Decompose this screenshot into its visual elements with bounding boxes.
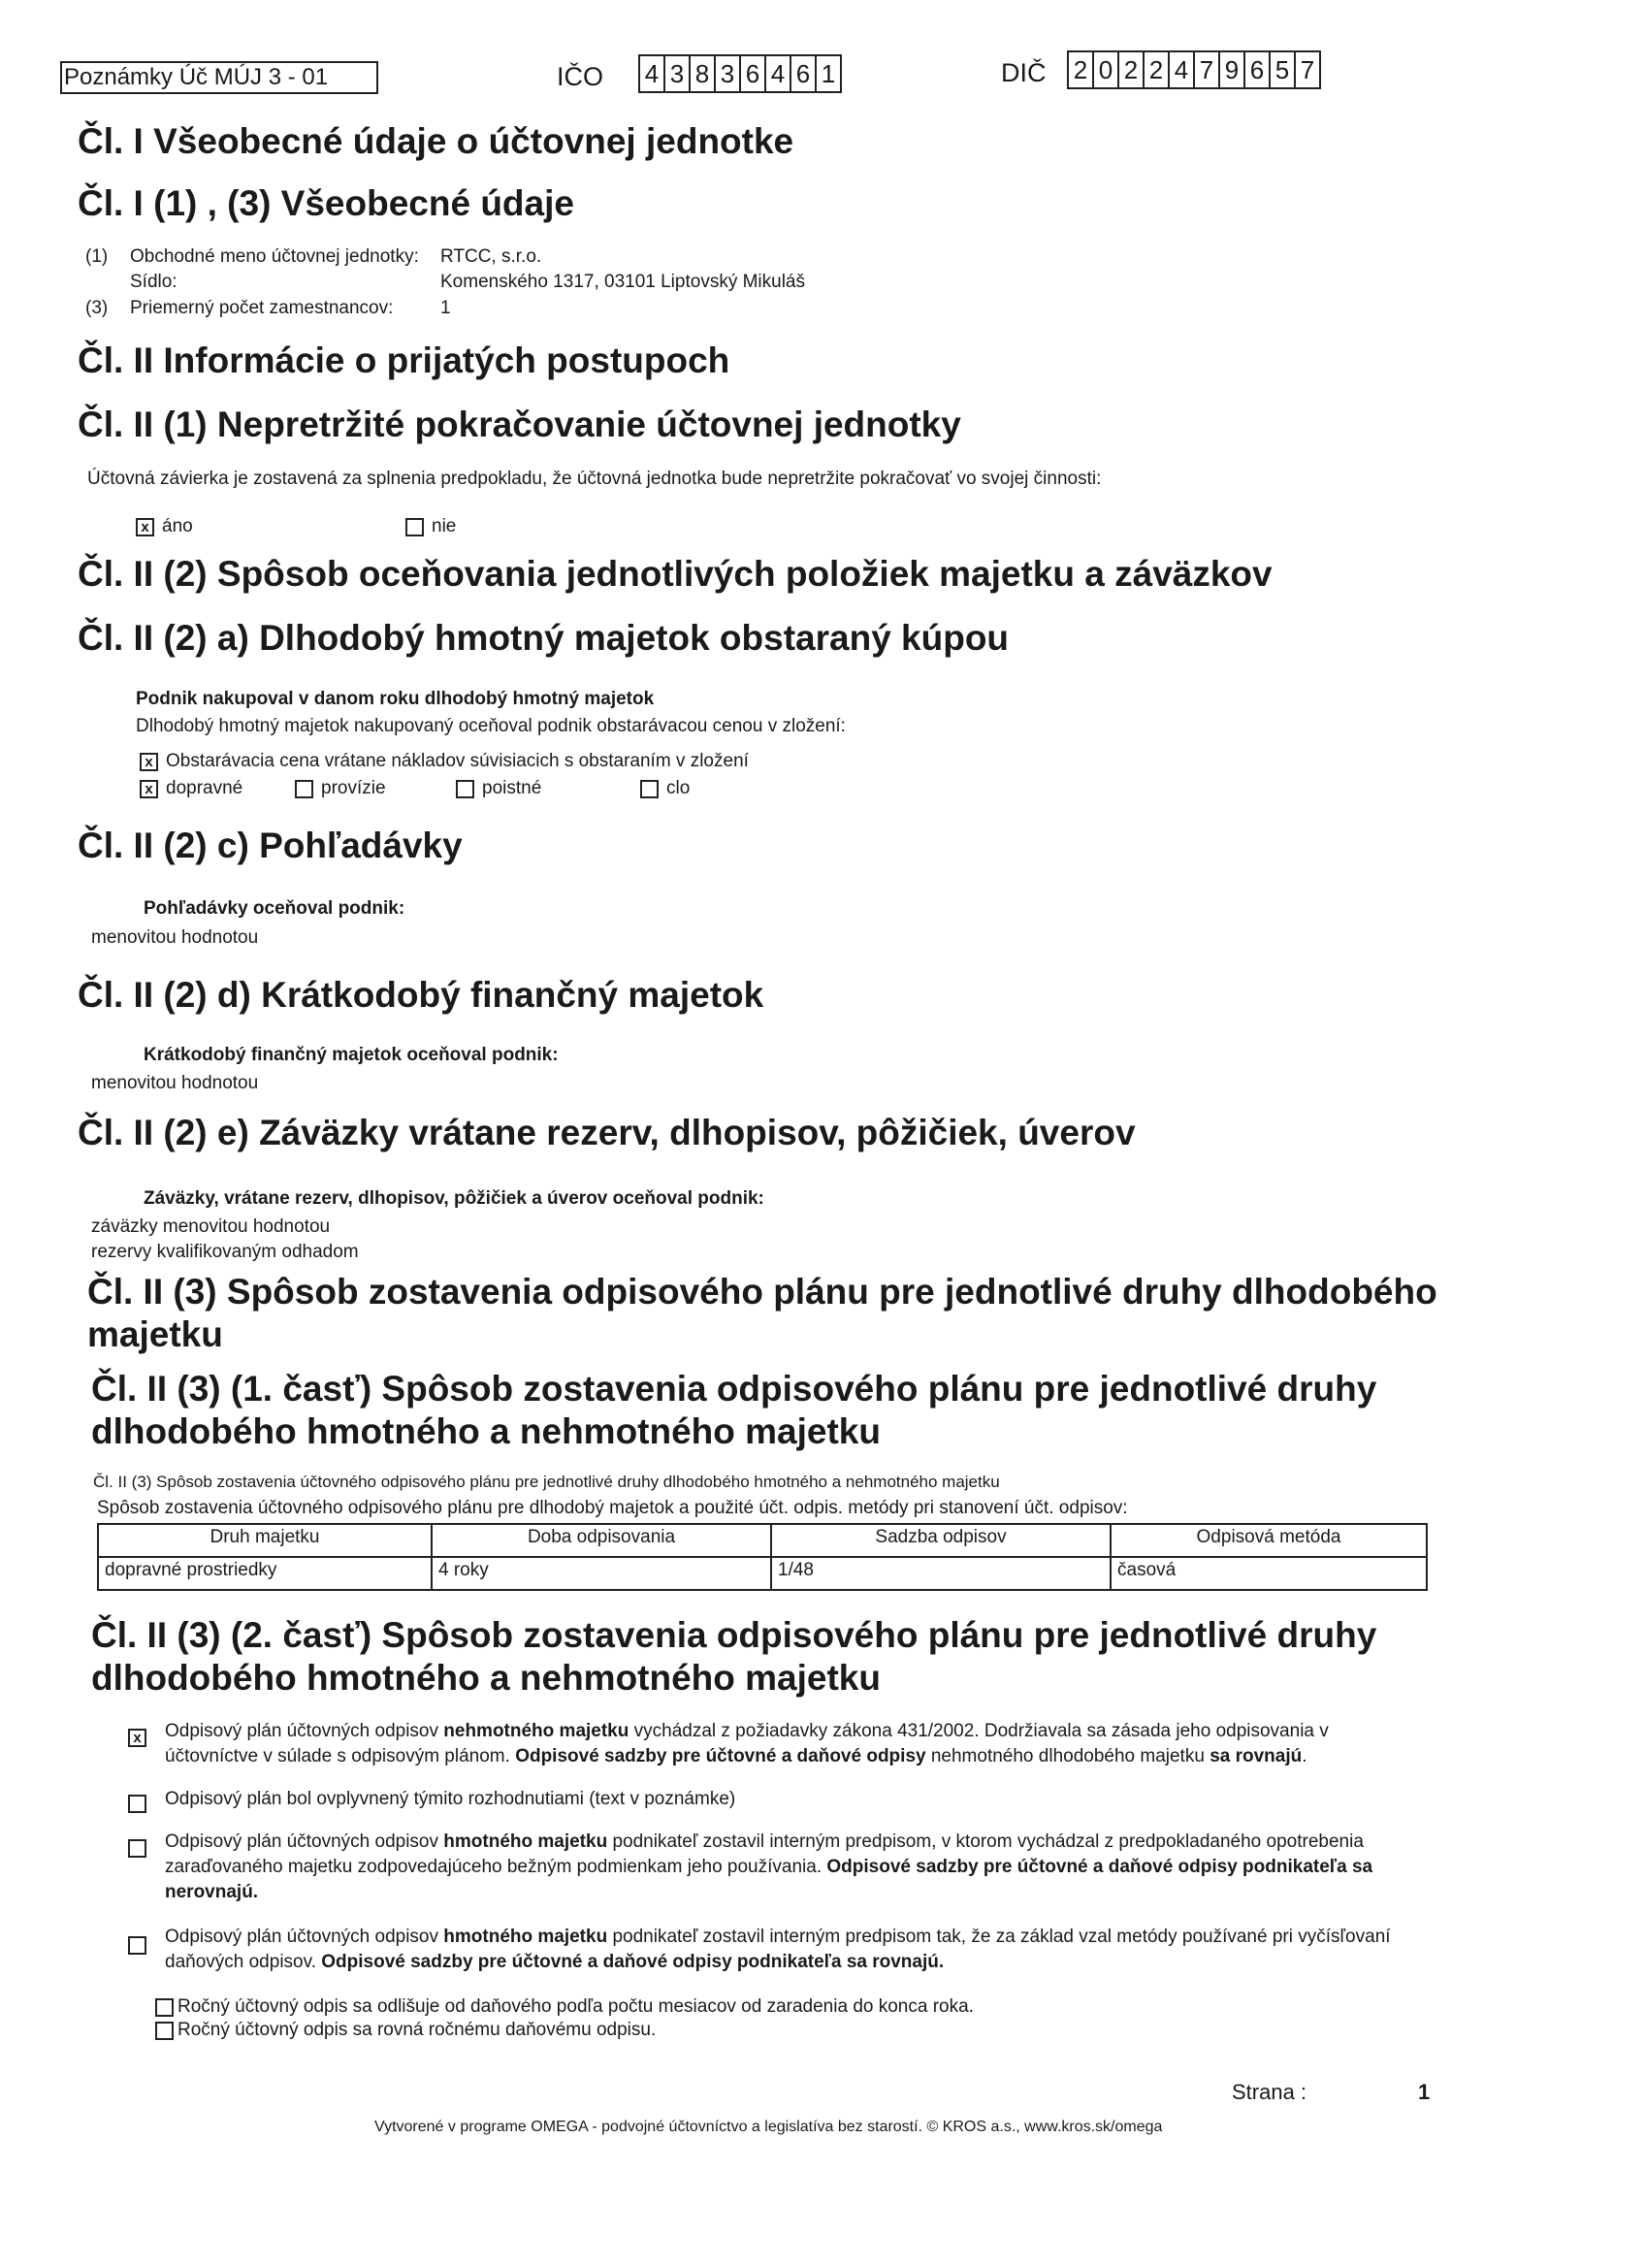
checkbox-checked[interactable]: x (140, 753, 158, 771)
table-row (98, 1557, 1427, 1590)
plan-option-1-part: Odpisový plán účtovných odpisov (165, 1721, 444, 1741)
customs-label: clo (666, 778, 691, 798)
page-number: 1 (1418, 2080, 1431, 2104)
sub-option-2-label: Ročný účtovný odpis sa rovná ročnému daňovému odpisu. (177, 2020, 657, 2040)
plan-option-4-part: daňových odpisov. (165, 1952, 322, 1972)
checkbox-checked[interactable]: x (140, 780, 158, 798)
dic-digit: 6 (1243, 50, 1271, 89)
sub-option-1-label: Ročný účtovný odpis sa odlišuje od daňového podľa počtu mesiacov od zaradenia do konca roka. (177, 1996, 974, 2017)
section-2-3-title-line-1: Čl. II (3) Spôsob zostavenia odpisového plánu pre jednotlivé druhy dlhodobého (87, 1272, 1437, 1312)
fixed-assets-bought-note: Podnik nakupoval v danom roku dlhodobý hmotný majetok (136, 689, 655, 709)
section-2-3-part2-title-line-1: Čl. II (3) (2. časť) Spôsob zostavenia odpisového plánu pre jednotlivé druhy (91, 1615, 1377, 1655)
table-cell: 4 roky (432, 1557, 771, 1590)
dic-boxes (1067, 50, 1319, 89)
plan-option-1-part: nehmotného dlhodobého majetku (925, 1746, 1210, 1766)
dic-digit: 7 (1193, 50, 1220, 89)
form-label: Poznámky Úč MÚJ 3 - 01 (64, 64, 329, 90)
section-2-3-title-line-2: majetku (87, 1314, 223, 1354)
checkbox-unchecked[interactable] (456, 780, 474, 798)
checkbox-unchecked[interactable] (405, 518, 424, 536)
plan-option-4-part: podnikateľ zostavil interným predpisom tak, že za základ vzal metódy používané pri vyčísľovaní (607, 1927, 1391, 1947)
section-2-2-title: Čl. II (2) Spôsob oceňovania jednotlivých položiek majetku a záväzkov (78, 554, 1273, 594)
plan-option-3-part: nerovnajú. (165, 1882, 259, 1902)
checkbox-unchecked[interactable] (295, 780, 313, 798)
plan-option-2-checkbox-wrap[interactable] (128, 1795, 146, 1813)
liabilities-line-1: záväzky menovitou hodnotou (91, 1216, 331, 1237)
section-2-2a-title: Čl. II (2) a) Dlhodobý hmotný majetok obstaraný kúpou (78, 618, 1010, 658)
ico-digit: 4 (638, 54, 665, 93)
table-cell: časová (1111, 1557, 1427, 1590)
checkbox-unchecked[interactable] (128, 1936, 146, 1955)
dic-digit: 9 (1218, 50, 1245, 89)
sub-option-2[interactable] (155, 2020, 656, 2041)
plan-option-4-checkbox-wrap[interactable] (128, 1936, 146, 1955)
plan-option-4-part: Odpisový plán účtovných odpisov (165, 1927, 444, 1947)
ico-digit: 1 (815, 54, 842, 93)
employees-value: 1 (440, 298, 451, 318)
acquisition-cost-option[interactable] (140, 751, 749, 772)
checkbox-checked[interactable]: x (136, 518, 154, 536)
dic-digit: 2 (1143, 50, 1170, 89)
plan-option-1-part: . (1302, 1746, 1307, 1766)
acquisition-cost-label: Obstarávacia cena vrátane nákladov súvisiacich s obstaraním v zložení (166, 751, 749, 771)
plan-option-3-checkbox-wrap[interactable] (128, 1839, 146, 1858)
general-info-num-3: (3) (85, 298, 109, 318)
general-info-num-1: (1) (85, 246, 109, 267)
depreciation-table (97, 1523, 1428, 1591)
liabilities-note: Záväzky, vrátane rezerv, dlhopisov, pôžičiek a úverov oceňoval podnik: (144, 1188, 764, 1209)
section-2-3-part1-title-line-1: Čl. II (3) (1. časť) Spôsob zostavenia odpisového plánu pre jednotlivé druhy (91, 1369, 1377, 1409)
depreciation-intro-1: Čl. II (3) Spôsob zostavenia účtovného odpisového plánu pre jednotlivé druhy dlhodobého hmotného a nehmotného majetku (93, 1473, 1000, 1491)
yes-label: áno (162, 516, 193, 536)
customs-option[interactable] (640, 778, 690, 799)
section-2-1-title: Čl. II (1) Nepretržité pokračovanie účtovnej jednotky (78, 405, 961, 444)
short-term-assets-value: menovitou hodnotou (91, 1073, 259, 1093)
transport-label: dopravné (166, 778, 243, 798)
plan-option-1-part: Odpisové sadzby pre účtovné a daňové odpisy (515, 1746, 926, 1766)
page-label: Strana : (1232, 2080, 1307, 2104)
plan-option-2-text: Odpisový plán bol ovplyvnený týmito rozhodnutiami (text v poznámke) (165, 1789, 736, 1809)
plan-option-3-part: hmotného majetku (443, 1831, 608, 1852)
dic-digit: 7 (1294, 50, 1321, 89)
ico-digit: 3 (663, 54, 691, 93)
section-2-3-part1-title-line-2: dlhodobého hmotného a nehmotného majetku (91, 1411, 881, 1451)
table-header-cell: Sadzba odpisov (771, 1524, 1111, 1557)
checkbox-unchecked[interactable] (128, 1839, 146, 1858)
plan-option-1-text (165, 1719, 1406, 1769)
sub-option-1[interactable] (155, 1996, 974, 2018)
section-1-title: Čl. I Všeobecné údaje o účtovnej jednotke (78, 121, 794, 161)
table-header-row (98, 1524, 1427, 1557)
section-2-title: Čl. II Informácie o prijatých postupoch (78, 340, 730, 380)
section-2-2d-title: Čl. II (2) d) Krátkodobý finančný majetok (78, 975, 764, 1015)
insurance-option[interactable] (456, 778, 541, 799)
dic-digit: 5 (1269, 50, 1296, 89)
table-header-cell: Doba odpisovania (432, 1524, 771, 1557)
checkbox-checked[interactable]: x (128, 1729, 146, 1747)
dic-digit: 0 (1092, 50, 1119, 89)
ico-digit: 4 (764, 54, 791, 93)
table-header-cell: Druh majetku (98, 1524, 432, 1557)
seat-value: Komenského 1317, 03101 Liptovský Mikuláš (440, 272, 806, 292)
insurance-label: poistné (482, 778, 542, 798)
plan-option-1-part: sa rovnajú (1210, 1746, 1303, 1766)
plan-option-1-checkbox-wrap[interactable] (128, 1729, 146, 1747)
fixed-assets-valuation-text: Dlhodobý hmotný majetok nakupovaný oceňoval podnik obstarávacou cenou v zložení: (136, 716, 846, 736)
section-2-2c-title: Čl. II (2) c) Pohľadávky (78, 826, 463, 865)
ico-digit: 6 (739, 54, 766, 93)
employees-label: Priemerný počet zamestnancov: (130, 298, 394, 318)
dic-digit: 2 (1067, 50, 1094, 89)
checkbox-unchecked[interactable] (640, 780, 659, 798)
plan-option-3-part: Odpisové sadzby pre účtovné a daňové odpisy podnikateľa sa (826, 1857, 1373, 1877)
footer-credit: Vytvorené v programe OMEGA - podvojné účtovníctvo a legislatíva bez starostí. © KROS a.s., www.kros.sk/omega (374, 2119, 1163, 2135)
ico-boxes (638, 54, 840, 93)
receivables-note: Pohľadávky oceňoval podnik: (144, 898, 405, 919)
depreciation-intro-2: Spôsob zostavenia účtovného odpisového plánu pre dlhodobý majetok a použité účt. odpis. metódy pri stanovení účt. odpisov: (97, 1498, 1128, 1518)
plan-option-4-part: Odpisové sadzby pre účtovné a daňové odpisy podnikateľa sa rovnajú. (321, 1952, 945, 1972)
commission-label: provízie (321, 778, 386, 798)
plan-option-1-part: účtovníctve v súlade s odpisovým plánom. (165, 1746, 516, 1766)
plan-option-4-part: hmotného majetku (443, 1927, 608, 1947)
going-concern-text: Účtovná závierka je zostavená za splnenia predpokladu, že účtovná jednotka bude nepretržite pokračovať vo svojej činnosti: (87, 469, 1102, 489)
checkbox-unchecked[interactable] (155, 1998, 174, 2017)
form-label-box (60, 61, 378, 94)
transport-option[interactable] (140, 778, 242, 799)
dic-label: DIČ (1001, 58, 1047, 87)
plan-option-4-text (165, 1925, 1416, 1975)
company-name-value: RTCC, s.r.o. (440, 246, 542, 267)
table-header-cell: Odpisová metóda (1111, 1524, 1427, 1557)
table-cell: dopravné prostriedky (98, 1557, 432, 1590)
dic-digit: 4 (1168, 50, 1195, 89)
company-name-label: Obchodné meno účtovnej jednotky: (130, 246, 419, 267)
checkbox-unchecked[interactable] (128, 1795, 146, 1813)
ico-digit: 3 (714, 54, 741, 93)
table-cell: 1/48 (771, 1557, 1111, 1590)
section-1-subtitle: Čl. I (1) , (3) Všeobecné údaje (78, 183, 574, 223)
plan-option-1-part: vychádzal z požiadavky zákona 431/2002. Dodržiavala sa zásada jeho odpisovania v (629, 1721, 1329, 1741)
plan-option-3-part: Odpisový plán účtovných odpisov (165, 1831, 444, 1852)
plan-option-1-part: nehmotného majetku (443, 1721, 629, 1741)
section-2-2e-title: Čl. II (2) e) Záväzky vrátane rezerv, dlhopisov, pôžičiek, úverov (78, 1113, 1136, 1152)
section-2-3-part2-title-line-2: dlhodobého hmotného a nehmotného majetku (91, 1658, 881, 1698)
plan-option-3-part: podnikateľ zostavil interným predpisom, v ktorom vychádzal z predpokladaného opotrebenia (607, 1831, 1364, 1852)
seat-label: Sídlo: (130, 272, 177, 292)
ico-label: IČO (557, 62, 604, 91)
ico-digit: 6 (790, 54, 817, 93)
commission-option[interactable] (295, 778, 386, 799)
dic-digit: 2 (1117, 50, 1145, 89)
liabilities-line-2: rezervy kvalifikovaným odhadom (91, 1242, 359, 1262)
going-concern-yes[interactable] (136, 516, 193, 537)
no-label: nie (432, 516, 457, 536)
checkbox-unchecked[interactable] (155, 2022, 174, 2040)
going-concern-no[interactable] (405, 516, 456, 537)
short-term-assets-note: Krátkodobý finančný majetok oceňoval podnik: (144, 1045, 559, 1065)
plan-option-3-part: zaraďovaného majetku zodpovedajúceho bežným podmienkam jeho používania. (165, 1857, 827, 1877)
ico-digit: 8 (689, 54, 716, 93)
receivables-value: menovitou hodnotou (91, 927, 259, 948)
plan-option-3-text (165, 1830, 1416, 1905)
